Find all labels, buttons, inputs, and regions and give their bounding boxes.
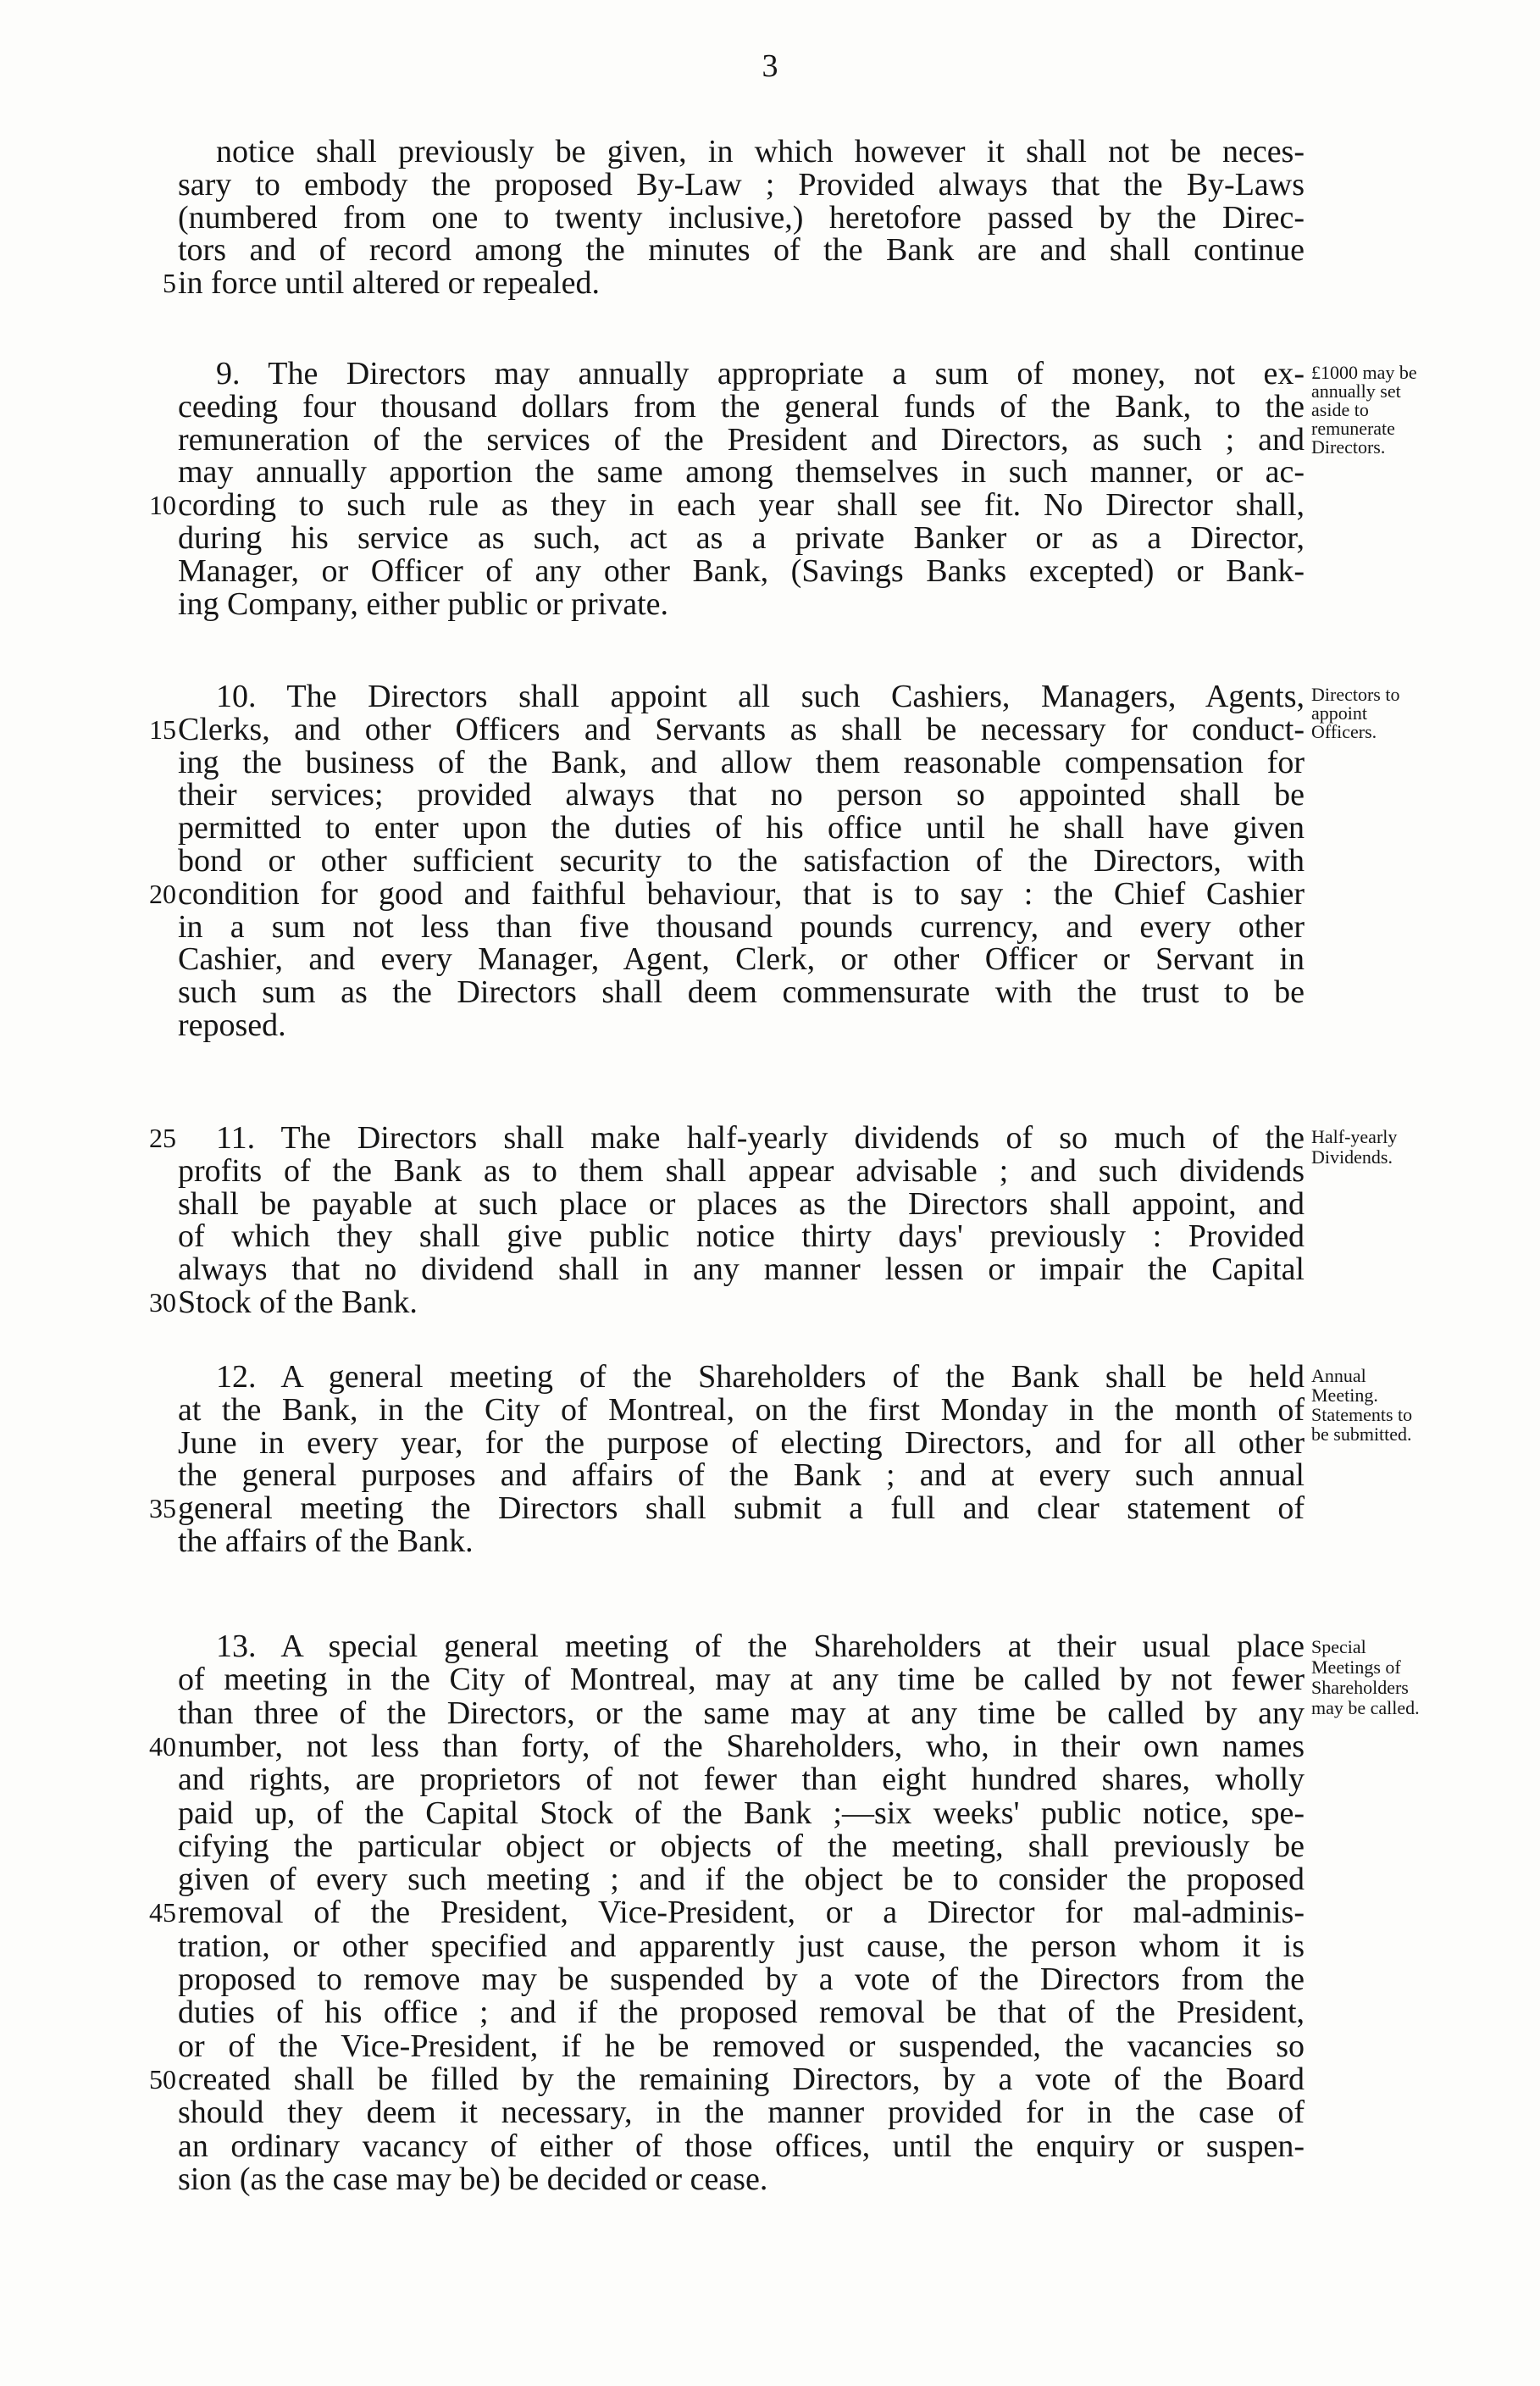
- text-line: at the Bank, in the City of Montreal, on the first Monday in the month of: [178, 1391, 1305, 1428]
- line-number: 10: [149, 490, 176, 521]
- line-number: 35: [149, 1493, 176, 1524]
- text-line: ing the business of the Bank, and allow them reasonable compensation for: [178, 744, 1305, 780]
- margin-note: Special: [1311, 1636, 1366, 1657]
- text-line: cording to such rule as they in each year shall see fit. No Director shall,: [178, 487, 1305, 524]
- text-line: and rights, are proprietors of not fewer than eight hundred shares, wholly: [178, 1762, 1305, 1798]
- text-line: cifying the particular object or objects of the meeting, shall previously be: [178, 1828, 1305, 1864]
- text-line: remuneration of the services of the President and Directors, as such ; and: [178, 421, 1305, 458]
- text-line: their services; provided always that no person so appointed shall be: [178, 777, 1305, 813]
- text-line: during his service as such, act as a private Banker or as a Director,: [178, 520, 1305, 556]
- text-line: ing Company, either public or private.: [178, 585, 668, 622]
- text-line: ceeding four thousand dollars from the general funds of the Bank, to the: [178, 388, 1305, 424]
- text-line: 13. A special general meeting of the Shareholders at their usual place: [216, 1629, 1305, 1664]
- text-line: such sum as the Directors shall deem commensurate with the trust to be: [178, 974, 1305, 1011]
- margin-note: Annual: [1311, 1365, 1366, 1386]
- text-line: duties of his office ; and if the proposed removal be that of the President,: [178, 1995, 1305, 2031]
- text-line: the general purposes and affairs of the Bank ; and at every such annual: [178, 1457, 1305, 1494]
- line-number: 40: [149, 1730, 176, 1762]
- text-line: an ordinary vacancy of either of those offices, until the enquiry or suspen-: [178, 2128, 1305, 2164]
- line-number: 45: [149, 1897, 176, 1928]
- text-line: the affairs of the Bank.: [178, 1523, 474, 1559]
- text-line: removal of the President, Vice-President, or a Director for mal-adminis-: [178, 1895, 1305, 1931]
- line-number: 5: [163, 268, 176, 299]
- text-line: permitted to enter upon the duties of his office until he shall have given: [178, 810, 1305, 846]
- text-line: or of the Vice-President, if he be removed or suspended, the vacancies so: [178, 2028, 1305, 2064]
- margin-note: Half-yearly: [1311, 1126, 1398, 1147]
- text-line: in force until altered or repealed.: [178, 265, 600, 302]
- margin-note: Directors to: [1311, 684, 1400, 705]
- page-number: 3: [762, 48, 778, 84]
- margin-note: annually set: [1311, 380, 1401, 402]
- margin-note: remunerate: [1311, 418, 1395, 439]
- line-number: 15: [149, 713, 176, 745]
- text-line: bond or other sufficient security to the satisfaction of the Directors, with: [178, 843, 1305, 879]
- text-line: notice shall previously be given, in which however it shall not be neces-: [216, 134, 1305, 169]
- text-line: paid up, of the Capital Stock of the Bank ;—six weeks' public notice, spe-: [178, 1795, 1305, 1831]
- margin-note: appoint: [1311, 702, 1367, 724]
- text-line: may annually apportion the same among themselves in such manner, or ac-: [178, 454, 1305, 491]
- text-line: Cashier, and every Manager, Agent, Clerk, or other Officer or Servant in: [178, 941, 1305, 978]
- text-line: of meeting in the City of Montreal, may at any time be called by not fewer: [178, 1662, 1305, 1698]
- text-line: 9. The Directors may annually appropriate a sum of money, not ex-: [216, 356, 1305, 391]
- text-line: tors and of record among the minutes of the Bank are and shall continue: [178, 232, 1305, 269]
- text-line: 10. The Directors shall appoint all such Cashiers, Managers, Agents,: [216, 679, 1305, 714]
- margin-note: £1000 may be: [1311, 362, 1417, 383]
- line-number: 50: [149, 2063, 176, 2095]
- text-line: in a sum not less than five thousand pounds currency, and every other: [178, 908, 1305, 945]
- text-line: number, not less than forty, of the Shareholders, who, in their own names: [178, 1728, 1305, 1764]
- text-line: June in every year, for the purpose of electing Directors, and for all other: [178, 1424, 1305, 1461]
- margin-note: Directors.: [1311, 436, 1386, 458]
- margin-note: Officers.: [1311, 721, 1377, 742]
- text-line: given of every such meeting ; and if the object be to consider the proposed: [178, 1862, 1305, 1898]
- text-line: reposed.: [178, 1007, 286, 1043]
- line-number: 20: [149, 878, 176, 909]
- margin-note: aside to: [1311, 399, 1369, 420]
- text-line: than three of the Directors, or the same may at any time be called by any: [178, 1695, 1305, 1731]
- margin-note: Statements to: [1311, 1404, 1413, 1425]
- text-line: (numbered from one to twenty inclusive,) heretofore passed by the Direc-: [178, 199, 1305, 236]
- text-line: 11. The Directors shall make half-yearly dividends of so much of the: [216, 1120, 1305, 1156]
- text-line: always that no dividend shall in any manner lessen or impair the Capital: [178, 1251, 1305, 1288]
- text-line: general meeting the Directors shall submit a full and clear statement of: [178, 1490, 1305, 1527]
- text-line: 12. A general meeting of the Shareholders of the Bank shall be held: [216, 1359, 1305, 1395]
- margin-note: be submitted.: [1311, 1423, 1412, 1445]
- text-line: proposed to remove may be suspended by a vote of the Directors from the: [178, 1962, 1305, 1997]
- text-line: of which they shall give public notice thirty days' previously : Provided: [178, 1218, 1305, 1255]
- margin-note: Shareholders: [1311, 1677, 1409, 1698]
- text-line: Manager, or Officer of any other Bank, (Savings Banks excepted) or Bank-: [178, 552, 1305, 589]
- text-line: condition for good and faithful behaviour, that is to say : the Chief Cashier: [178, 875, 1305, 912]
- text-line: sary to embody the proposed By-Law ; Provided always that the By-Laws: [178, 166, 1305, 203]
- text-line: shall be payable at such place or places as the Directors shall appoint, and: [178, 1185, 1305, 1222]
- text-line: Stock of the Bank.: [178, 1285, 418, 1320]
- line-number: 30: [149, 1287, 176, 1318]
- margin-note: may be called.: [1311, 1697, 1420, 1718]
- line-number: 25: [149, 1123, 176, 1153]
- text-line: sion (as the case may be) be decided or cease.: [178, 2161, 768, 2197]
- text-line: Clerks, and other Officers and Servants as shall be necessary for conduct-: [178, 711, 1305, 747]
- text-line: should they deem it necessary, in the manner provided for in the case of: [178, 2095, 1305, 2131]
- text-line: created shall be filled by the remaining Directors, by a vote of the Board: [178, 2061, 1305, 2097]
- text-line: tration, or other specified and apparently just cause, the person whom it is: [178, 1928, 1305, 1964]
- text-line: profits of the Bank as to them shall appear advisable ; and such dividends: [178, 1152, 1305, 1189]
- margin-note: Dividends.: [1311, 1146, 1393, 1168]
- margin-note: Meeting.: [1311, 1384, 1378, 1406]
- margin-note: Meetings of: [1311, 1656, 1401, 1678]
